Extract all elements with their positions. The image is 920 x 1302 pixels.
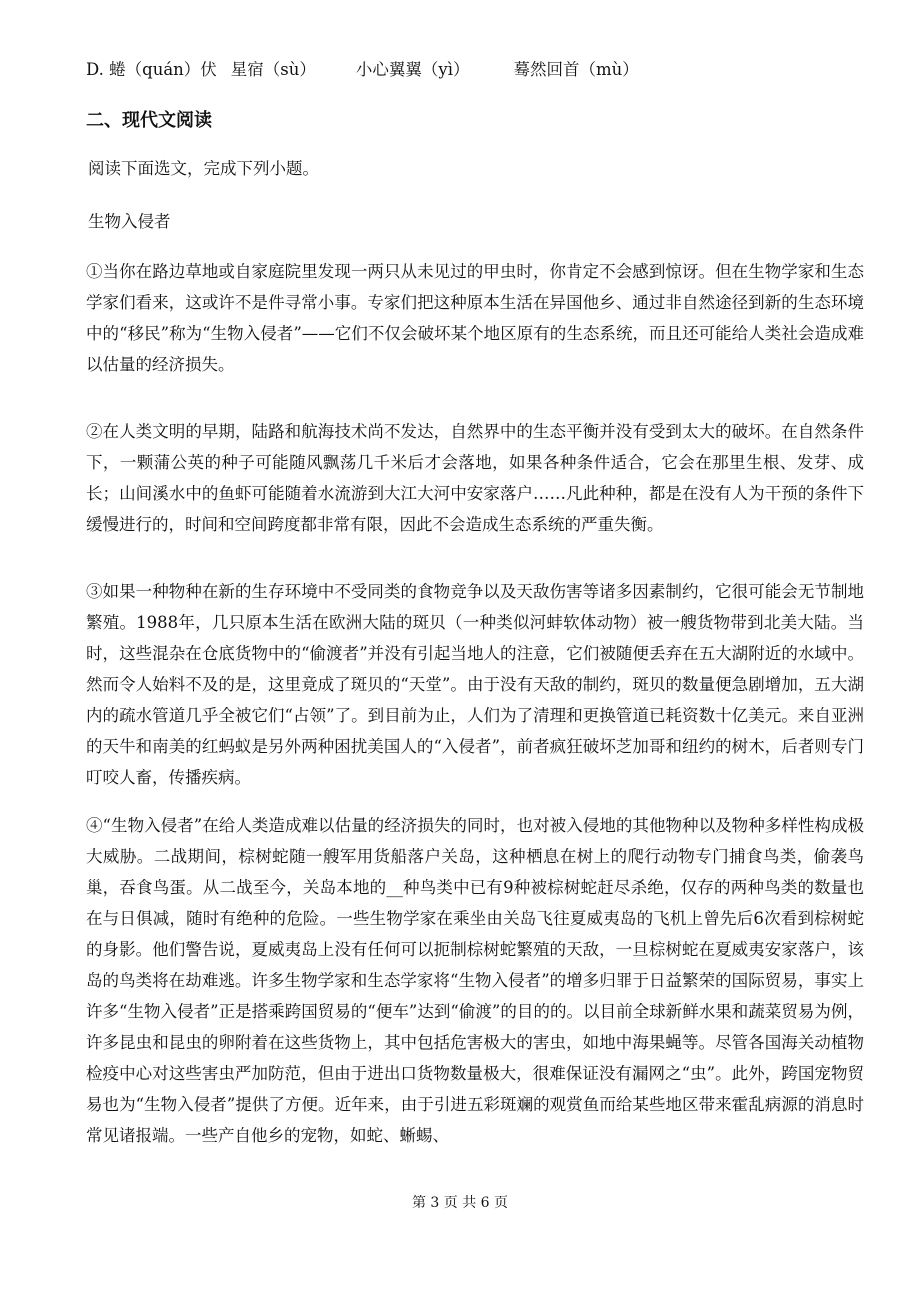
- paragraph-1: ①当你在路边草地或自家庭院里发现一两只从未见过的甲虫时，你肯定不会感到惊讶。但在生物学家和生态学家们看来，这或许不是件寻常小事。专家们把这种原本生活在异国他乡、通过非自然途径到新的生态环境中的“移民”称为“生物入侵者”——它们不仅会破坏某个地区原有的生态系统，而且还可能给人类社会造成难以估量的经济损失。: [86, 262, 864, 374]
- option-d-line: [86, 60, 639, 80]
- section-heading: 二、现代文阅读: [86, 110, 212, 131]
- paragraph-4: ④“生物入侵者”在给人类造成难以估量的经济损失的同时，也对被入侵地的其他物种以及物种多样性构成极大威胁。二战期间，棕树蛇随一艘军用货船落户关岛，这种栖息在树上的爬行动物专门捕食鸟类，偷袭鸟巢，吞食鸟蛋。从二战至今，关岛本地的__种鸟类中已有9种被棕树蛇赶尽杀绝，仅存的两种鸟类的数量也在与日俱减，随时有绝种的危险。一些生物学家在乘坐由关岛飞往夏威夷岛的飞机上曾先后6次看到棕树蛇的身影。他们警告说，夏威夷岛上没有任何可以扼制棕树蛇繁殖的天敌，一旦棕树蛇在夏威夷安家落户，该岛的鸟类将在劫难逃。许多生物学家和生态学家将“生物入侵者”的增多归罪于日益繁荣的国际贸易，事实上许多“生物入侵者”正是搭乘跨国贸易的“便车”达到“偷渡”的目的的。以目前全球新鲜水果和蔬菜贸易为例，许多昆虫和昆虫的卵附着在这些货物上，其中包括危害极大的害虫，如地中海果蝇等。尽管各国海关动植物检疫中心对这些害虫严加防范，但由于进出口货物数量极大，很难保证没有漏网之“虫”。此外，跨国宠物贸易也为“生物入侵者”提供了方便。近年来，由于引进五彩斑斓的观赏鱼而给某些地区带来霍乱病源的消息时常见诸报端。一些产自他乡的宠物，如蛇、蜥蜴、: [86, 816, 864, 1145]
- paragraph-3: ③如果一种物种在新的生存环境中不受同类的食物竞争以及天敌伤害等诸多因素制约，它很可能会无节制地繁殖。1988年，几只原本生活在欧洲大陆的斑贝（一种类似河蚌软体动物）被一艘货物带到北美大陆。当时，这些混杂在仓底货物中的“偷渡者”并没有引起当地人的注意，它们被随便丢弃在五大湖附近的水域中。然而令人始料不及的是，这里竟成了斑贝的“天堂”。由于没有天敌的制约，斑贝的数量便急剧增加，五大湖内的疏水管道几乎全被它们“占领”了。到目前为止，人们为了清理和更换管道已耗资数十亿美元。来自亚洲的天牛和南美的红蚂蚁是另外两种困扰美国人的“入侵者”，前者疯狂破坏芝加哥和纽约的树木，后者则专门叮咬人畜，传播疾病。: [86, 582, 864, 787]
- reading-instruction: [86, 153, 864, 184]
- option-d-label: D. 蜷（quán）伏: [86, 60, 217, 79]
- article-title: [86, 206, 864, 237]
- paragraph-2: ②在人类文明的早期，陆路和航海技术尚不发达，自然界中的生态平衡并没有受到太大的破坏。在自然条件下，一颗蒲公英的种子可能随风飘荡几千米后才会落地，如果各种条件适合，它会在那里生根、发芽、成长；山间溪水中的鱼虾可能随着水流游到大江大河中安家落户……凡此种种，都是在没有人为干预的条件下缓慢进行的，时间和空间跨度都非常有限，因此不会造成生态系统的严重失衡。: [86, 422, 864, 534]
- page-footer: 第 3 页 共 6 页: [411, 1195, 509, 1211]
- article-title-text: 生物入侵者: [88, 212, 171, 231]
- option-d-item-2: 星宿（sù）: [230, 60, 316, 79]
- option-d-item-3: 小心翼翼（yì）: [355, 60, 470, 79]
- reading-instruction-text: 阅读下面选文，完成下列小题。: [88, 159, 319, 178]
- option-d-item-4: 蓦然回首（mù）: [513, 60, 639, 79]
